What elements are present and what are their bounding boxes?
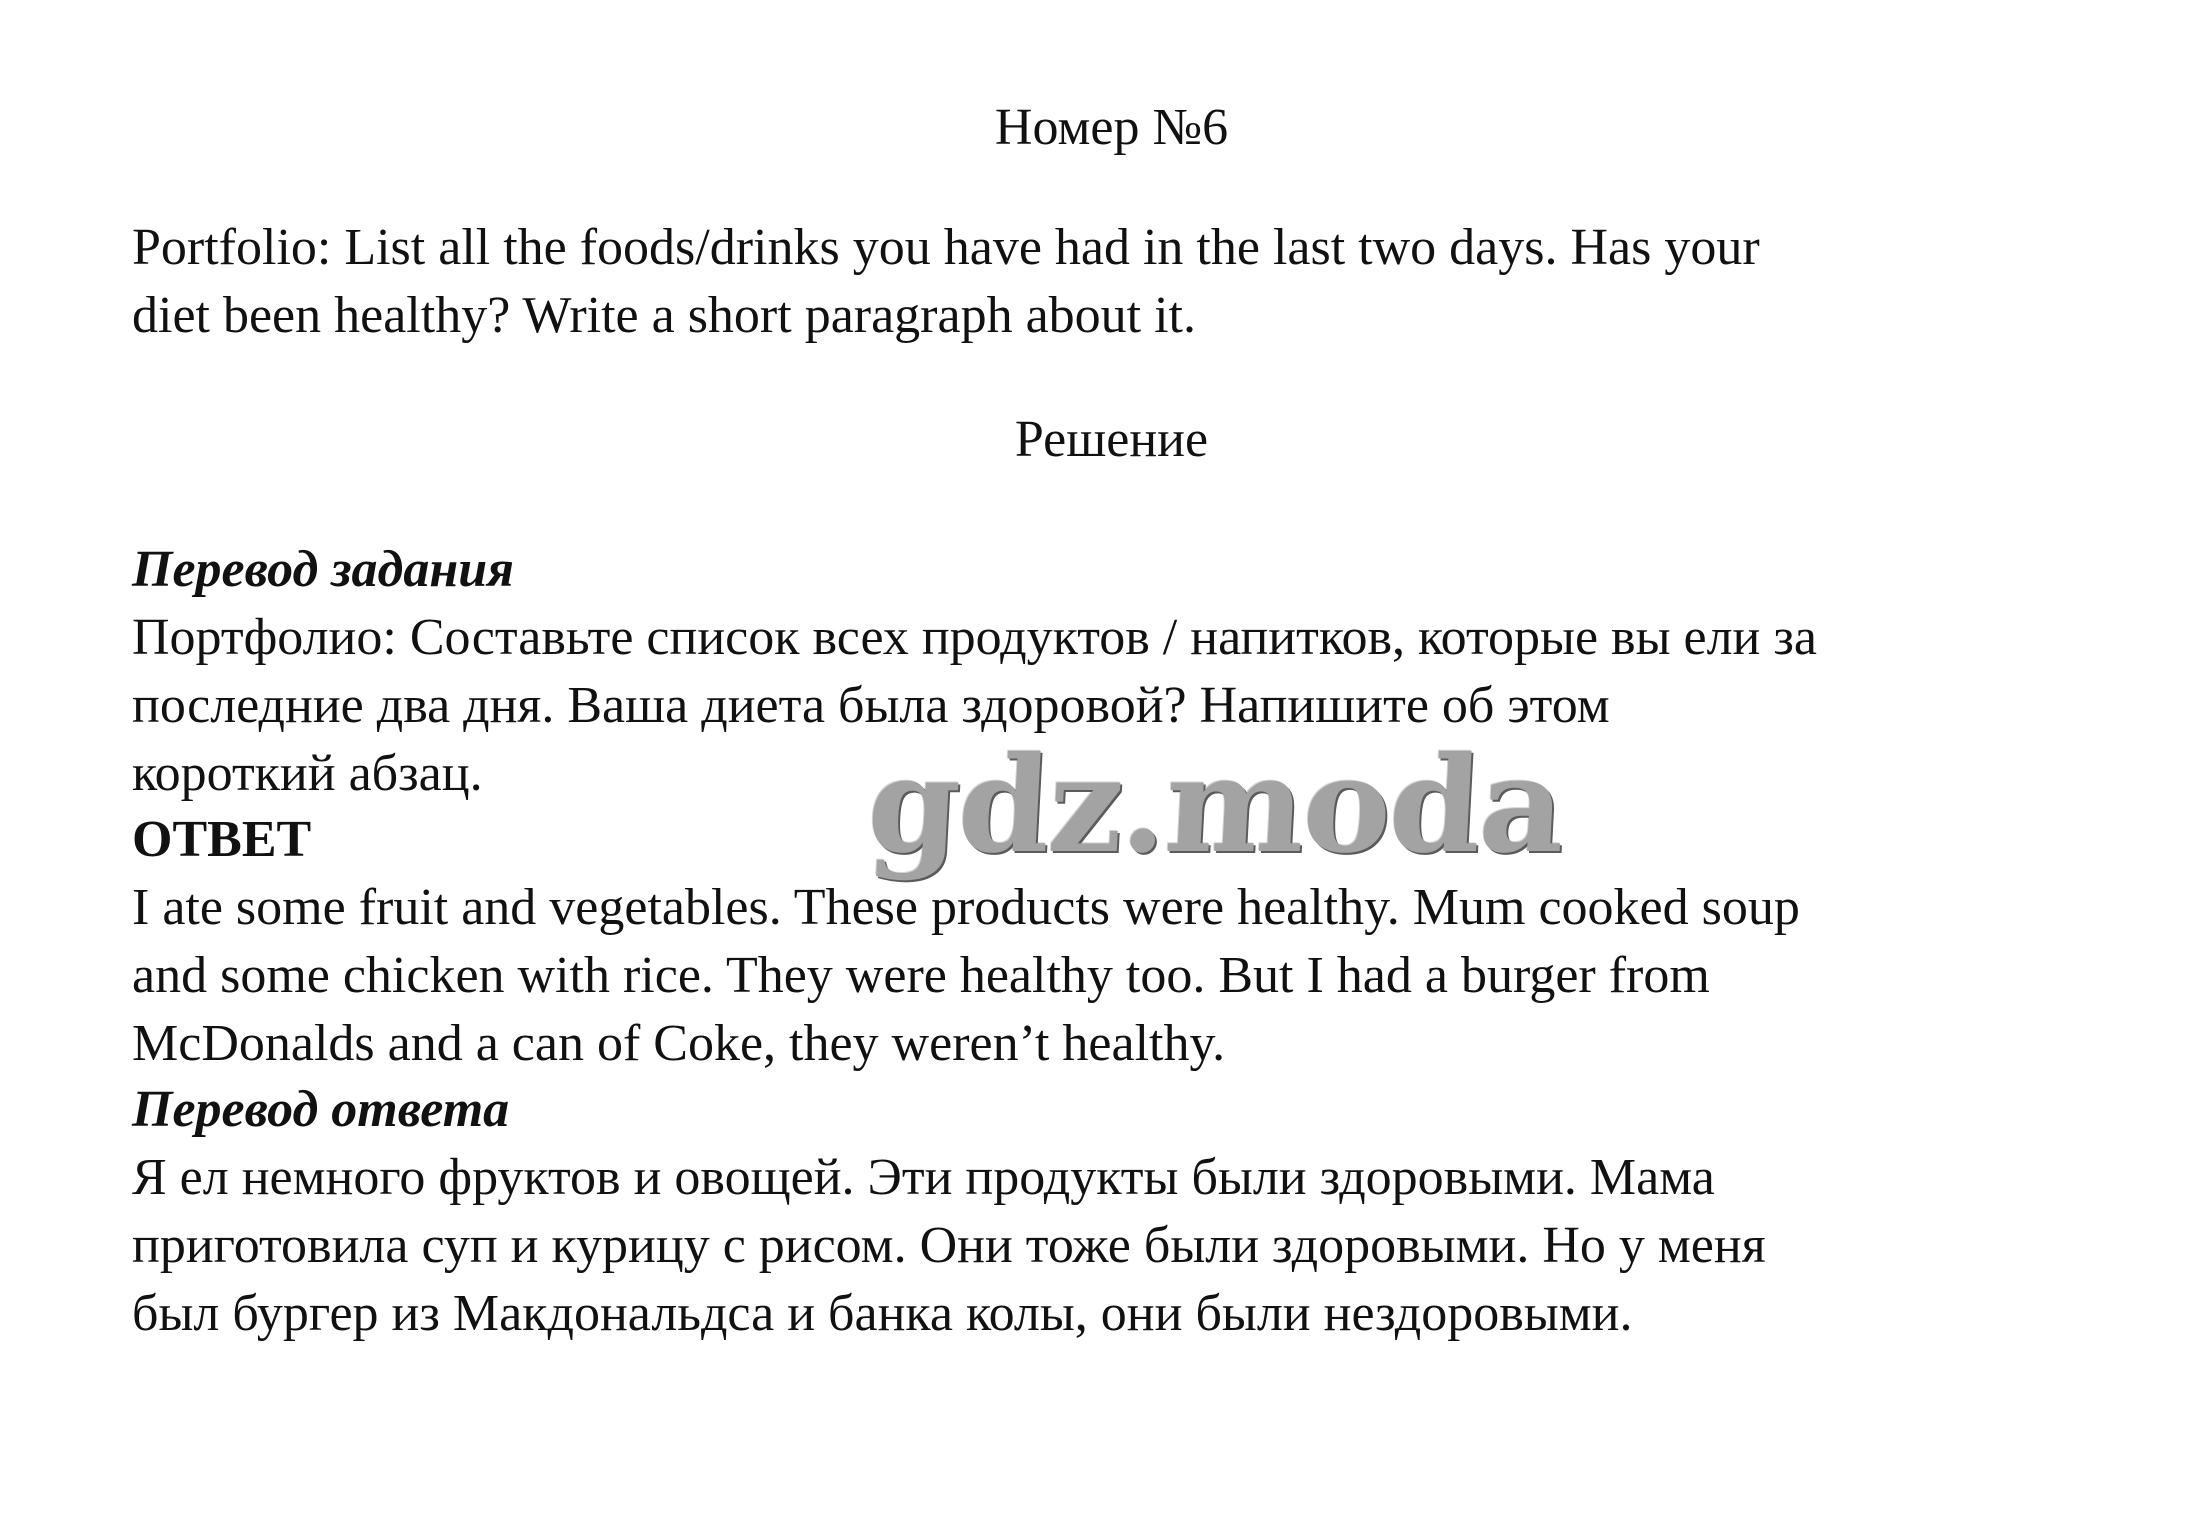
- watermark-logo: gdz.moda: [863, 728, 1568, 883]
- task-translation-line: короткий абзац.: [132, 745, 483, 802]
- task-translation-line: последние два дня. Ваша диета была здоровой? Напишите об этом: [132, 677, 1610, 734]
- answer-translation-line: приготовила суп и курицу с рисом. Они тоже были здоровыми. Но у меня: [132, 1217, 1766, 1274]
- answer-translation-line: был бургер из Макдональдса и банка колы, они были нездоровыми.: [132, 1285, 1633, 1342]
- solution-heading: Решение: [1014, 411, 1209, 468]
- task-text: [132, 214, 1760, 350]
- answer-translation-line: Я ел немного фруктов и овощей. Эти продукты были здоровыми. Мама: [132, 1149, 1715, 1206]
- task-line: Portfolio: List all the foods/drinks you have had in the last two days. Has your: [132, 219, 1760, 276]
- answer-heading: ОТВЕТ: [132, 811, 312, 868]
- task-translation-heading: Перевод задания: [132, 541, 514, 598]
- answer-translation-heading: Перевод ответа: [132, 1081, 510, 1138]
- task-line: diet been healthy? Write a short paragraph about it.: [132, 287, 1196, 344]
- page-title: Номер №6: [994, 99, 1229, 156]
- answer-line: I ate some fruit and vegetables. These products were healthy. Mum cooked soup: [132, 879, 1800, 936]
- task-translation-line: Портфолио: Составьте список всех продуктов / напитков, которые вы ели за: [132, 609, 1817, 666]
- answer-line: and some chicken with rice. They were healthy too. But I had a burger from: [132, 947, 1710, 1004]
- answer-translation-section: [132, 1076, 1766, 1348]
- answer-line: McDonalds and a can of Coke, they weren’t healthy.: [132, 1015, 1226, 1072]
